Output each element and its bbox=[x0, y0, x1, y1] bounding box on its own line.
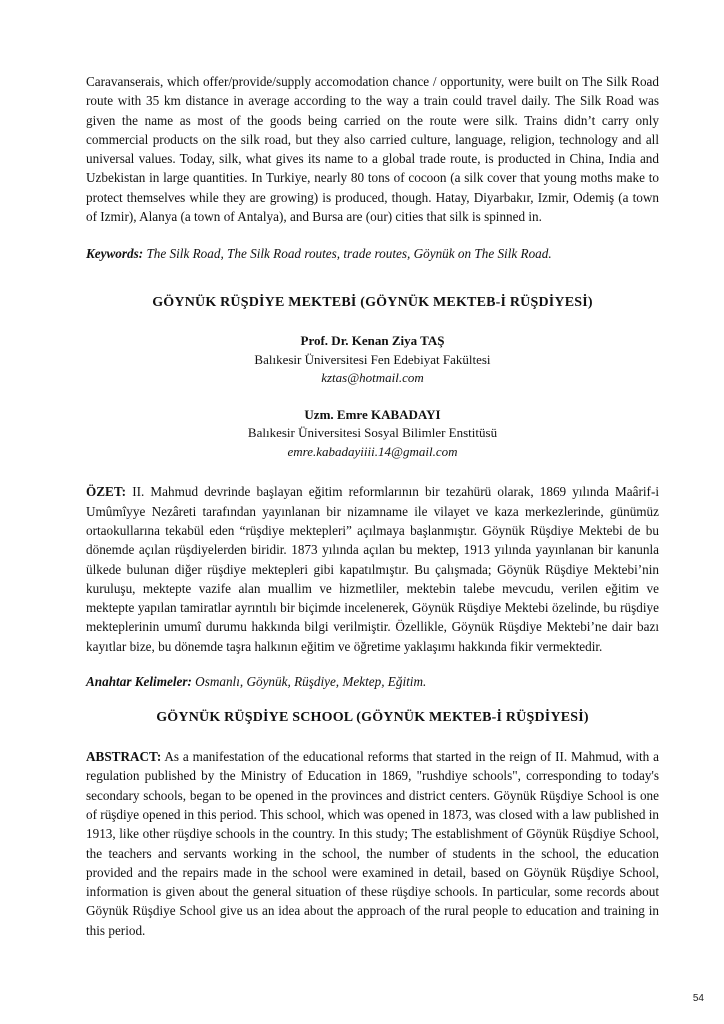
keywords-line bbox=[86, 244, 659, 263]
author1-email[interactable]: kztas@hotmail.com bbox=[321, 370, 424, 386]
anahtar-kelimeler-line bbox=[86, 674, 659, 690]
anahtar-label: Anahtar Kelimeler: bbox=[86, 674, 192, 690]
anahtar-text: Osmanlı, Göynük, Rüşdiye, Mektep, Eğitim. bbox=[191, 674, 427, 690]
author1-affiliation: Balıkesir Üniversitesi Fen Edebiyat Fakültesi bbox=[254, 351, 491, 367]
ozet-label: ÖZET: bbox=[86, 484, 127, 500]
abstract-paragraph bbox=[86, 747, 659, 940]
ozet-text: II. Mahmud devrinde başlayan eğitim reformlarının bir tezahürü olarak, 1869 yılında Maârif-i Umûmîyye Nezâreti tarafından yayınlanan bir nizamname ile vilayet ve kaza merkezlerinde, günümüz ortaokullarına tekabül eden “rüşdiye mektepleri” açılmaya başlanmıştır. Göynük Rüşdiye Mektebi de bu dönemde açılan rüşdiyelerden biridir. 1873 yılında açılan bu mektep, 1913 yılında yayınlanan bir kanunla ülkede bulunan diğer rüşdiye mektepleri gibi kapatılmıştır. Bu çalışmada; Göynük Rüşdiye Mektebi’nin kuruluşu, mektepte vazife alan muallim ve hizmetliler, mektebin talebe mevcudu, verilen eğitim ve mektepte yapılan tamiratlar ayrıntılı bir biçimde incelenerek, Göynük Rüşdiye Mektebi özelinde, bu rüşdiye mekteplerinin umumî durumu hakkında bilgi verilmiştir. Özellikle, Göynük Rüşdiye Mektebi’ne dair bazı kayıtlar bize, bu dönemde taşra halkının eğitim ve öğretime yaklaşımı hakkında fikir vermektedir. bbox=[86, 484, 659, 654]
title-turkish: GÖYNÜK RÜŞDİYE MEKTEBİ (GÖYNÜK MEKTEB-İ RÜŞDİYESİ) bbox=[152, 295, 593, 311]
abstract-text: As a manifestation of the educational reforms that started in the reign of II. Mahmud, with a regulation published by the Ministry of Education in 1869, "rushdiye schools", corresponding to today's secondary schools, began to be opened in the provinces and district centers. Göynük Rüşdiye School is one of rüşdiye opened in this period. This school, which was opened in 1873, was closed with a law published in 1913, like other rüşdiye schools in the country. In this study; The establishment of Göynük Rüşdiye School, the teachers and servants working in the school, the number of students in the school, the education provided and the repairs made in the school were examined in detail, based on Göynük Rüşdiye School, information is given about the general situation of these rüşdiye schools. In particular, some records about Göynük Rüşdiye School give us an idea about the approach of the rural people to education and training in this period. bbox=[86, 749, 659, 938]
author2-name: Uzm. Emre KABADAYI bbox=[304, 406, 441, 422]
page-content bbox=[86, 72, 659, 940]
title-english: GÖYNÜK RÜŞDİYE SCHOOL (GÖYNÜK MEKTEB-İ RÜŞDİYESİ) bbox=[156, 710, 589, 726]
keywords-text: The Silk Road, The Silk Road routes, trade routes, Göynük on The Silk Road. bbox=[143, 246, 552, 262]
author2-affiliation: Balıkesir Üniversitesi Sosyal Bilimler Enstitüsü bbox=[247, 425, 498, 441]
intro-paragraph: Caravanserais, which offer/provide/supply accomodation chance / opportunity, were built on The Silk Road route with 35 km distance in average according to the way a train could travel daily. The Silk Road was given the name as most of the goods being carried on the route were silk. Trains didn’t carry only commercial products on the silk road, but they also carried culture, language, religion, technology and all universal values. Today, silk, what gives its name to a global trade route, is producted in China, India and Uzbekistan in large quantities. In Turkiye, nearly 80 tons of cocoon (a silk cover that young moths make to protect themselves while they are growing) is produced, though. Hatay, Diyarbakır, Izmir, Odemiş (a town of Izmir), Alanya (a town of Antalya), and Bursa are (our) cities that silk is spinned in. bbox=[86, 74, 659, 225]
authors-block bbox=[86, 332, 659, 461]
abstract-label: ABSTRACT: bbox=[86, 749, 162, 765]
page-number: 54 bbox=[692, 993, 704, 1004]
author1-name: Prof. Dr. Kenan Ziya TAŞ bbox=[300, 333, 445, 349]
keywords-label: Keywords: bbox=[86, 246, 144, 262]
author2-email[interactable]: emre.kabadayiiii.14@gmail.com bbox=[287, 443, 458, 459]
ozet-paragraph bbox=[86, 482, 659, 656]
